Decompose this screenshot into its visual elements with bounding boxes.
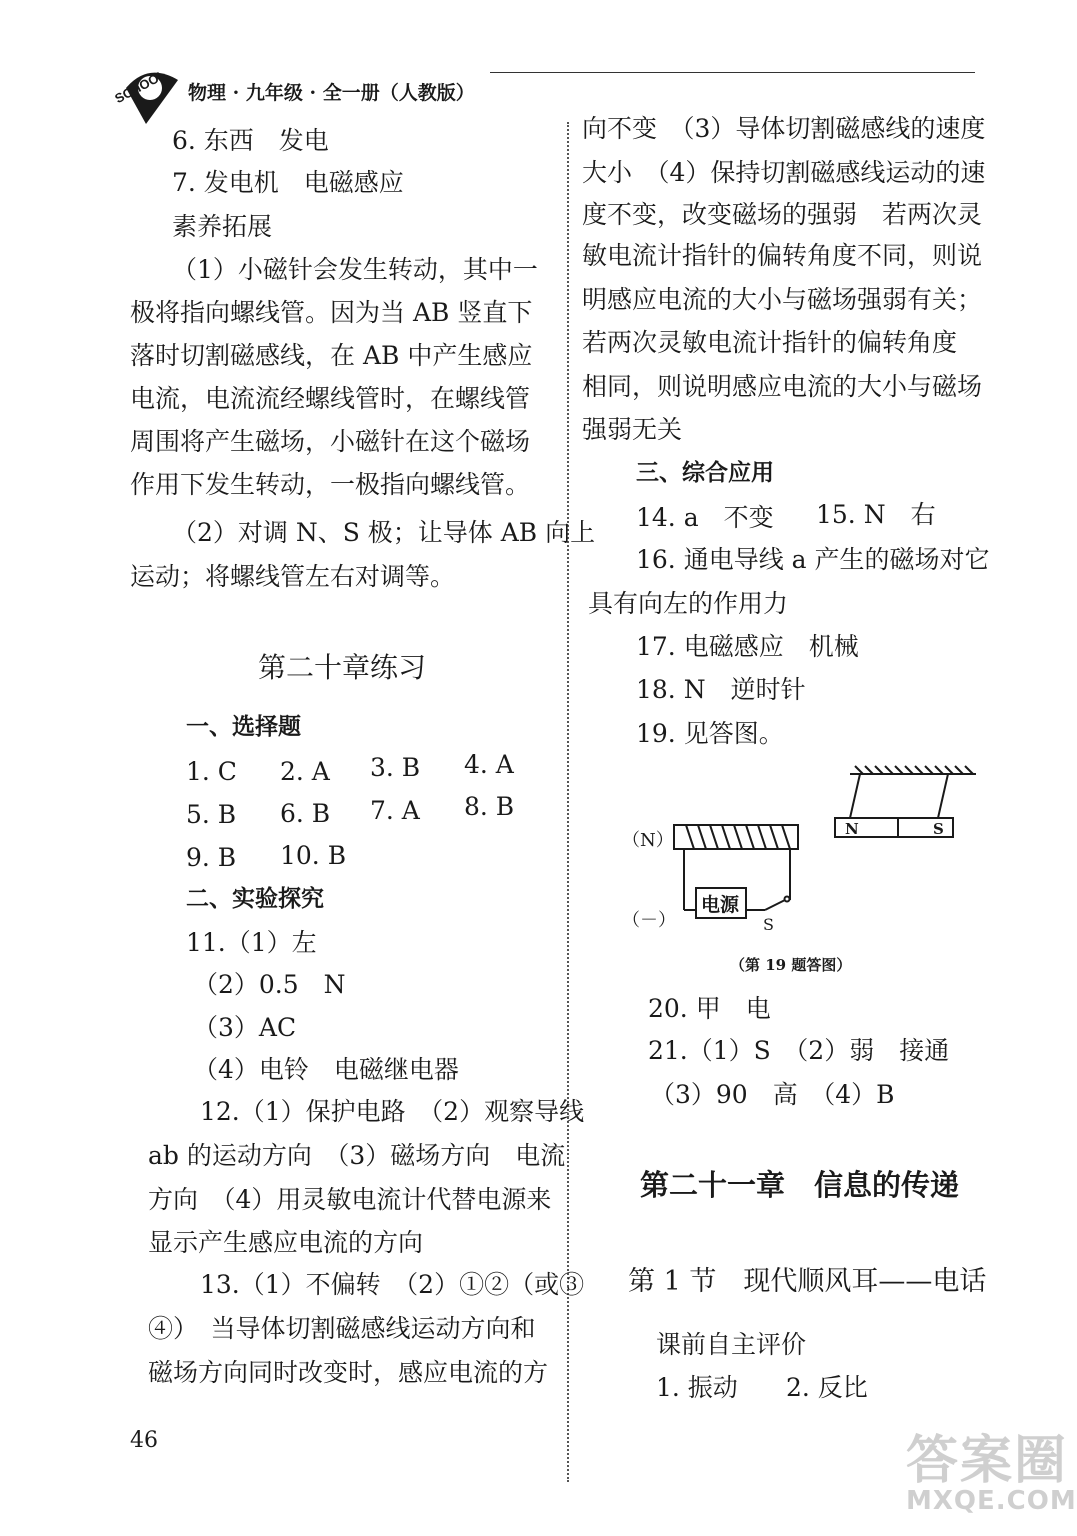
logo-text: SCHOOL [112, 66, 169, 107]
text-line: （2）对调 N、S 极；让导体 AB 向上 [172, 518, 596, 547]
watermark-logo: 答案圈 [906, 1431, 1069, 1491]
section-heading: 三、综合应用 [636, 460, 774, 486]
school-logo-icon [108, 66, 188, 128]
answer-13: 13.（1）不偏转 （2）①②（或③ [200, 1270, 585, 1299]
mc-answer: 4. A [464, 750, 514, 779]
header-title: 物理 · 九年级 · 全一册（人教版） [188, 82, 475, 104]
section-heading: 二、实验探究 [186, 886, 324, 912]
answer-2: 2. 反比 [786, 1373, 868, 1402]
figure-caption: （第 19 题答图） [730, 956, 852, 974]
text-line: 作用下发生转动，一极指向螺线管。 [130, 470, 531, 499]
answer-14: 14. a 不变 [636, 503, 774, 532]
answer-13: 磁场方向同时改变时，感应电流的方 [148, 1358, 549, 1387]
mc-answer: 6. B [280, 799, 331, 828]
answer-20: 20. 甲 电 [648, 994, 771, 1023]
text-line: 敏电流计指针的偏转角度不同，则说 [582, 241, 983, 270]
answer-12: 方向 （4）用灵敏电流计代替电源来 [148, 1185, 552, 1214]
answer-21: （3）90 高 （4）B [650, 1080, 895, 1109]
answer-17: 17. 电磁感应 机械 [636, 632, 859, 661]
answer-6: 6. 东西 发电 [172, 126, 329, 155]
mc-answer: 2. A [280, 757, 330, 786]
text-line: 明感应电流的大小与磁场强弱有关； [582, 285, 983, 314]
subsection-heading: 课前自主评价 [656, 1330, 807, 1359]
power-label: 电源 [701, 894, 740, 916]
answer-16: 具有向左的作用力 [588, 589, 789, 618]
mc-answer: 7. A [370, 796, 420, 825]
answer-1: 1. 振动 [656, 1373, 738, 1402]
text-line: 运动；将螺线管左右对调等。 [130, 562, 456, 591]
text-line: 电流，电流流经螺线管时，在螺线管 [130, 384, 531, 413]
text-line: 强弱无关 [582, 415, 683, 444]
answer-15: 15. N 右 [816, 500, 936, 529]
answer-11: （4）电铃 电磁继电器 [193, 1055, 459, 1084]
magnet-s-label: S [933, 820, 944, 838]
answer-18: 18. N 逆时针 [636, 675, 806, 704]
chapter-title: 第二十章练习 [258, 651, 427, 684]
text-line: 向不变 （3）导体切割磁感线的速度 [582, 114, 986, 143]
switch-label: S [763, 915, 774, 934]
answer-11: （2）0.5 N [193, 970, 346, 999]
text-line: 大小 （4）保持切割磁感线运动的速 [582, 158, 986, 187]
answer-19: 19. 见答图。 [636, 719, 784, 748]
page-number: 46 [130, 1428, 158, 1453]
text-line: 相同，则说明感应电流的大小与磁场 [582, 372, 983, 401]
subsection-heading: 素养拓展 [172, 212, 273, 241]
label-n: （N） [622, 830, 674, 851]
answer-12: ab 的运动方向 （3）磁场方向 电流 [148, 1141, 566, 1170]
mc-answer: 1. C [186, 757, 237, 786]
text-line: （1）小磁针会发生转动，其中一 [172, 255, 538, 284]
mc-answer: 10. B [280, 841, 347, 870]
text-line: 周围将产生磁场，小磁针在这个磁场 [130, 427, 531, 456]
answer-12: 12.（1）保护电路 （2）观察导线 [200, 1097, 585, 1126]
magnet-n-label: N [845, 820, 859, 838]
answer-21: 21.（1）S （2）弱 接通 [648, 1036, 950, 1065]
mc-answer: 9. B [186, 843, 237, 872]
answer-16: 16. 通电导线 a 产生的磁场对它 [636, 545, 990, 574]
answer-13: ④） 当导体切割磁感线运动方向和 [148, 1314, 536, 1343]
text-line: 极将指向螺线管。因为当 AB 竖直下 [130, 298, 533, 327]
answer-7: 7. 发电机 电磁感应 [172, 168, 404, 197]
label-minus: （－） [622, 910, 676, 931]
chapter-21-title: 第二十一章 信息的传递 [640, 1168, 960, 1202]
mc-answer: 5. B [186, 800, 237, 829]
section-title: 第 1 节 现代顺风耳——电话 [628, 1266, 987, 1297]
text-line: 度不变，改变磁场的强弱 若两次灵 [582, 200, 983, 229]
watermark-url: MXQE.COM [906, 1486, 1077, 1516]
answer-11: 11.（1）左 [186, 928, 317, 957]
text-line: 落时切割磁感线，在 AB 中产生感应 [130, 341, 533, 370]
text-line: 若两次灵敏电流计指针的偏转角度 [582, 328, 958, 357]
header-rule [490, 72, 975, 73]
question-19-diagram [600, 760, 980, 990]
mc-answer: 3. B [370, 753, 421, 782]
answer-11: （3）AC [193, 1013, 297, 1042]
mc-answer: 8. B [464, 792, 515, 821]
answer-12: 显示产生感应电流的方向 [148, 1228, 424, 1257]
section-heading: 一、选择题 [186, 714, 301, 740]
